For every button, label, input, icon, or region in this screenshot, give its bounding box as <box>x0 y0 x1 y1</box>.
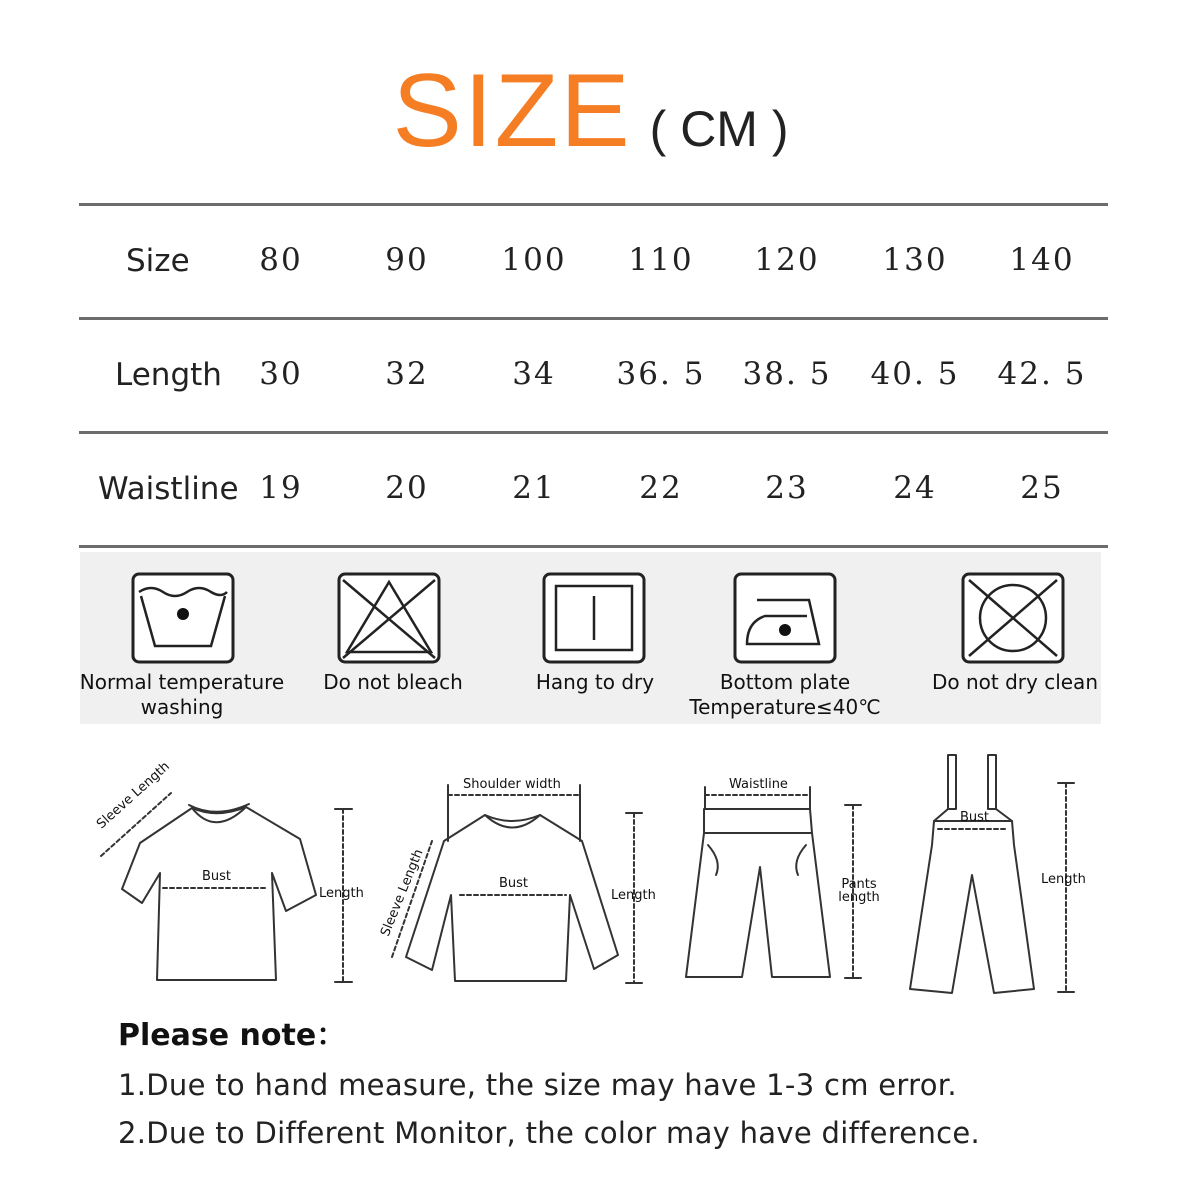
label-longsleeve-bust: Bust <box>499 876 529 891</box>
size-table <box>79 203 1108 548</box>
care-item-wash <box>80 552 285 724</box>
notes-title: Please note： <box>118 1018 347 1053</box>
table-cell: 24 <box>893 470 937 506</box>
row-label-waistline: Waistline <box>98 471 239 507</box>
care-item-no-bleach <box>285 552 495 724</box>
care-label: Do not bleach <box>323 670 463 694</box>
no-dry-clean-icon <box>961 572 1065 664</box>
title-unit: ( CM ) <box>649 101 789 157</box>
table-cell: 40. 5 <box>870 356 960 392</box>
notes-section <box>118 1010 1118 1164</box>
table-cell: 110 <box>628 242 694 278</box>
table-cell: 80 <box>259 242 303 278</box>
care-instructions <box>80 552 1101 724</box>
label-longsleeve-sleeve: Sleeve Length <box>378 847 427 939</box>
table-cell: 23 <box>765 470 809 506</box>
label-pants-waist: Waistline <box>729 777 788 792</box>
table-cell: 34 <box>512 356 556 392</box>
page-title <box>0 52 1181 171</box>
table-cell: 19 <box>259 470 303 506</box>
label-pants-length: Pants length <box>838 877 880 905</box>
label-longsleeve-length: Length <box>611 888 656 903</box>
care-label: Do not dry clean <box>931 670 1098 694</box>
label-longsleeve-shoulder: Shoulder width <box>463 777 561 792</box>
label-tshirt-sleeve: Sleeve Length <box>94 759 173 833</box>
care-label: Normal temperature washing <box>79 670 285 719</box>
table-cell: 30 <box>259 356 303 392</box>
table-cell: 42. 5 <box>997 356 1087 392</box>
label-tshirt-length: Length <box>319 886 364 901</box>
care-item-iron <box>689 552 895 724</box>
table-cell: 100 <box>501 242 567 278</box>
title-size: SIZE <box>392 53 632 169</box>
hang-dry-icon <box>542 572 646 664</box>
care-label: Bottom plate Temperature≤40℃ <box>689 670 881 719</box>
note-line-1: 1.Due to hand measure, the size may have 1-3 cm error. <box>118 1068 957 1102</box>
wash-basin-icon <box>131 572 235 664</box>
no-bleach-icon <box>337 572 441 664</box>
table-cell: 21 <box>512 470 556 506</box>
row-label-length: Length <box>115 357 222 393</box>
table-cell: 20 <box>385 470 429 506</box>
measurement-diagrams <box>0 745 1181 1005</box>
pants-diagram <box>686 787 861 978</box>
table-row-size <box>79 203 1108 317</box>
table-cell: 130 <box>882 242 948 278</box>
tshirt-diagram <box>101 793 352 982</box>
iron-icon <box>733 572 837 664</box>
row-label-size: Size <box>126 243 190 279</box>
table-cell: 120 <box>754 242 820 278</box>
table-cell: 38. 5 <box>742 356 832 392</box>
table-cell: 22 <box>639 470 683 506</box>
table-row-length <box>79 317 1108 431</box>
table-cell: 32 <box>385 356 429 392</box>
table-cell: 90 <box>385 242 429 278</box>
table-cell: 25 <box>1020 470 1064 506</box>
care-item-no-dry-clean <box>895 552 1101 724</box>
label-tshirt-bust: Bust <box>202 869 232 884</box>
table-cell: 140 <box>1009 242 1075 278</box>
table-row-waistline <box>79 431 1108 548</box>
label-overalls-length: Length <box>1041 872 1086 887</box>
care-label: Hang to dry <box>535 670 655 694</box>
garment-outlines <box>0 745 1181 1005</box>
label-overalls-bust: Bust <box>960 810 990 825</box>
table-cell: 36. 5 <box>616 356 706 392</box>
note-line-2: 2.Due to Different Monitor, the color may have difference. <box>118 1116 981 1150</box>
